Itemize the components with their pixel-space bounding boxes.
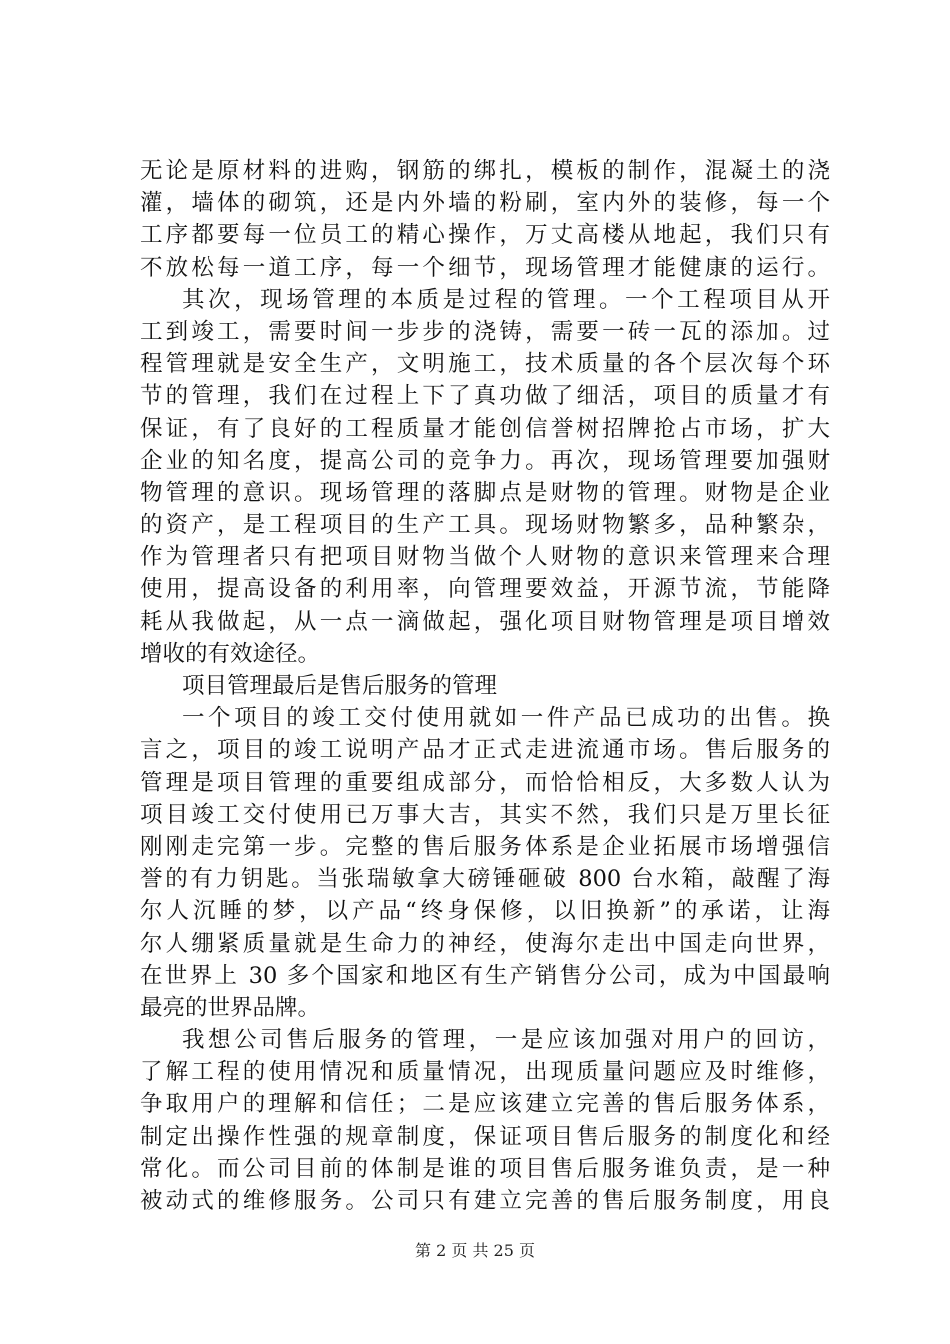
text-line: 灌，墙体的砌筑，还是内外墙的粉刷，室内外的装修，每一个 xyxy=(140,190,830,217)
text-line: 工序都要每一位员工的精心操作，万丈高楼从地起，我们只有 xyxy=(140,222,830,249)
text-line: 工到竣工，需要时间一步步的浇铸，需要一砖一瓦的添加。过 xyxy=(140,318,830,345)
text-line: 程管理就是安全生产，文明施工，技术质量的各个层次每个环 xyxy=(140,351,830,378)
text-line: 项目管理最后是售后服务的管理 xyxy=(182,673,498,699)
text-line: 企业的知名度，提高公司的竞争力。再次，现场管理要加强财 xyxy=(140,447,830,474)
text-line: 常化。而公司目前的体制是谁的项目售后服务谁负责，是一种 xyxy=(140,1155,830,1182)
text-line: 使用，提高设备的利用率，向管理要效益，开源节流，节能降 xyxy=(140,576,830,603)
page-footer: 第 2 页 共 25 页 xyxy=(415,1241,535,1260)
text-line: 其次，现场管理的本质是过程的管理。一个工程项目从开 xyxy=(182,286,830,313)
text-line: 作为管理者只有把项目财物当做个人财物的意识来管理来合理 xyxy=(140,544,830,571)
text-line: 物管理的意识。现场管理的落脚点是财物的管理。财物是企业 xyxy=(140,479,830,506)
text-line: 在世界上 30 多个国家和地区有生产销售分公司，成为中国最响 xyxy=(140,962,830,989)
text-line: 了解工程的使用情况和质量情况，出现质量问题应及时维修， xyxy=(140,1059,830,1086)
text-line: 耗从我做起，从一点一滴做起，强化项目财物管理是项目增效 xyxy=(140,608,830,635)
text-line: 刚刚走完第一步。完整的售后服务体系是企业拓展市场增强信 xyxy=(140,833,830,860)
text-line: 保证，有了良好的工程质量才能创信誉树招牌抢占市场，扩大 xyxy=(140,415,830,442)
text-line: 尔人沉睡的梦，以产品“终身保修，以旧换新”的承诺，让海 xyxy=(140,898,830,925)
text-line: 增收的有效途径。 xyxy=(140,640,321,667)
text-line: 无论是原材料的进购，钢筋的绑扎，模板的制作，混凝土的浇 xyxy=(140,158,830,184)
text-line: 争取用户的理解和信任；二是应该建立完善的售后服务体系， xyxy=(140,1091,830,1118)
body-text xyxy=(140,155,830,1217)
text-line: 一个项目的竣工交付使用就如一件产品已成功的出售。换 xyxy=(182,705,830,732)
text-line: 最亮的世界品牌。 xyxy=(140,994,321,1021)
text-line: 尔人绷紧质量就是生命力的神经，使海尔走出中国走向世界， xyxy=(140,930,830,957)
text-line: 被动式的维修服务。公司只有建立完善的售后服务制度，用良 xyxy=(140,1188,830,1214)
text-line: 项目竣工交付使用已万事大吉，其实不然，我们只是万里长征 xyxy=(140,801,830,828)
text-line: 誉的有力钥匙。当张瑞敏拿大磅锤砸破 800 台水箱，敲醒了海 xyxy=(140,866,830,893)
text-line: 制定出操作性强的规章制度，保证项目售后服务的制度化和经 xyxy=(140,1123,830,1150)
text-line: 不放松每一道工序，每一个细节，现场管理才能健康的运行。 xyxy=(140,254,830,281)
text-line: 言之，项目的竣工说明产品才正式走进流通市场。售后服务的 xyxy=(140,737,830,764)
text-line: 管理是项目管理的重要组成部分，而恰恰相反，大多数人认为 xyxy=(140,769,830,796)
text-line: 节的管理，我们在过程上下了真功做了细活，项目的质量才有 xyxy=(140,383,830,410)
text-line: 我想公司售后服务的管理，一是应该加强对用户的回访， xyxy=(182,1027,830,1054)
text-line: 的资产，是工程项目的生产工具。现场财物繁多，品种繁杂， xyxy=(140,512,830,539)
